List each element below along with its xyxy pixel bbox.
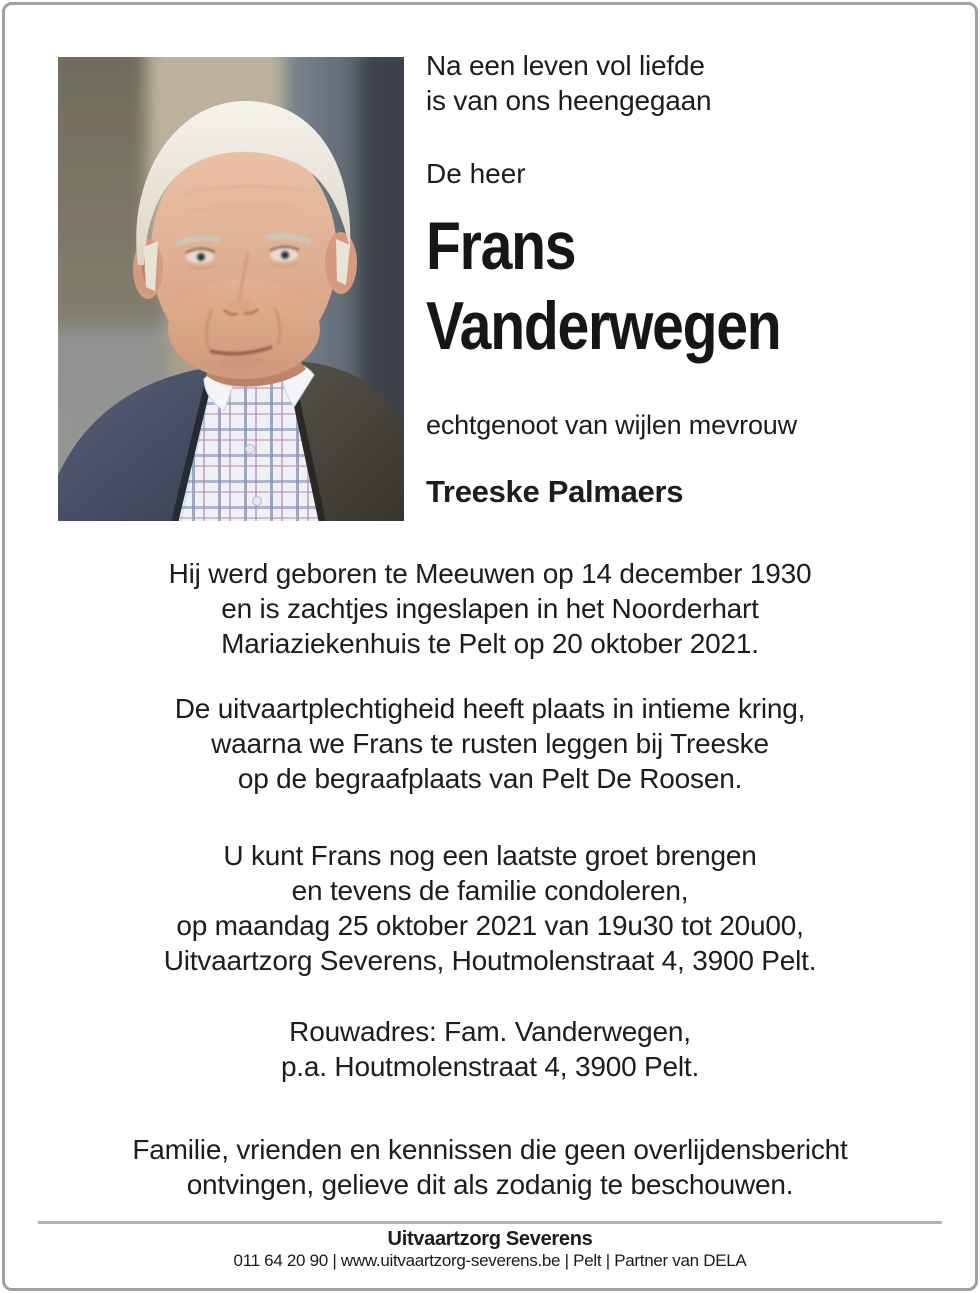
paragraph-line: p.a. Houtmolenstraat 4, 3900 Pelt.	[280, 1051, 700, 1082]
footer-contact-line: 011 64 20 90 | www.uitvaartzorg-severens.be | Pelt | Partner van DELA	[233, 1251, 747, 1270]
intro-line-1: Na een leven vol liefde	[426, 50, 705, 81]
paragraph-line: Uitvaartzorg Severens, Houtmolenstraat 4, 3900 Pelt.	[163, 945, 817, 976]
paragraph-line: Hij werd geboren te Meeuwen op 14 december 1930	[168, 558, 812, 589]
portrait-photo-art	[58, 57, 404, 521]
paragraph-line: op maandag 25 oktober 2021 van 19u30 tot 20u00,	[176, 910, 804, 941]
deceased-first-name: Frans	[426, 208, 576, 284]
paragraph-line: en is zachtjes ingeslapen in het Noorderhart	[221, 593, 759, 624]
paragraph-notice	[40, 1132, 940, 1202]
paragraph-line: De uitvaartplechtigheid heeft plaats in intieme kring,	[174, 693, 806, 724]
paragraph-mourning-address	[40, 1014, 940, 1084]
intro-line-2: is van ons heengegaan	[426, 85, 712, 116]
paragraph-ceremony	[40, 691, 940, 796]
paragraph-line: waarna we Frans te rusten leggen bij Treeske	[211, 728, 769, 759]
intro-text	[426, 48, 711, 118]
paragraph-line: ontvingen, gelieve dit als zodanig te beschouwen.	[186, 1169, 794, 1200]
paragraph-line: Rouwadres: Fam. Vanderwegen,	[289, 1016, 691, 1047]
spouse-name: Treeske Palmaers	[426, 474, 684, 509]
paragraph-line: Familie, vrienden en kennissen die geen overlijdensbericht	[132, 1134, 848, 1165]
deceased-last-name: Vanderwegen	[426, 288, 781, 364]
salutation: De heer	[426, 158, 526, 189]
footer-divider	[38, 1221, 942, 1224]
portrait-photo	[58, 57, 404, 521]
deceased-name	[426, 206, 780, 366]
paragraph-birth-death	[40, 556, 940, 661]
paragraph-line: en tevens de familie condoleren,	[291, 875, 689, 906]
paragraph-line: U kunt Frans nog een laatste groet brengen	[223, 840, 757, 871]
paragraph-visitation	[40, 838, 940, 978]
paragraph-line: op de begraafplaats van Pelt De Roosen.	[237, 763, 743, 794]
relation-line: echtgenoot van wijlen mevrouw	[426, 410, 797, 440]
footer-company-name: Uitvaartzorg Severens	[387, 1228, 593, 1250]
paragraph-line: Mariaziekenhuis te Pelt op 20 oktober 2021.	[221, 628, 759, 659]
